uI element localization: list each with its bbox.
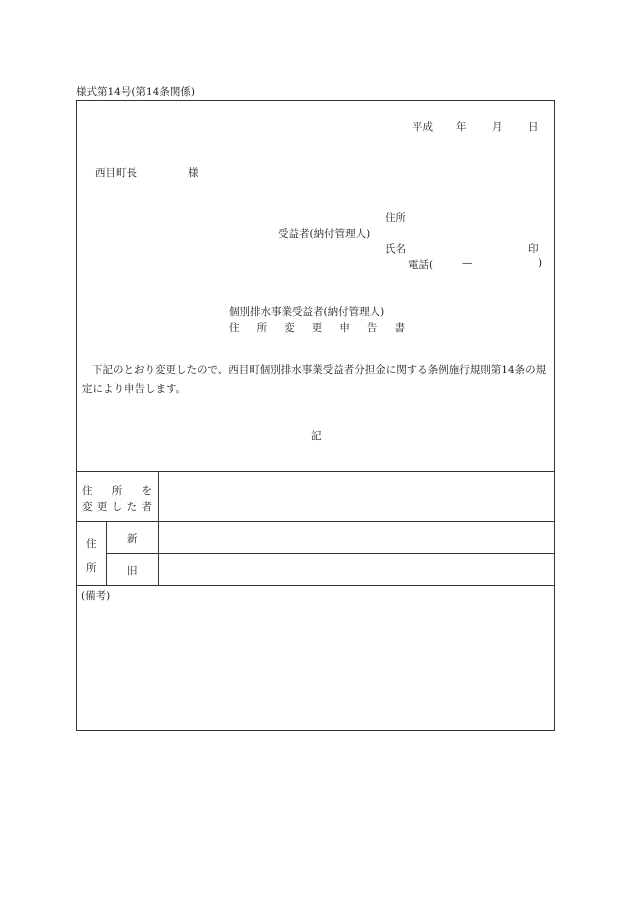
addressee-honorific: 様 (188, 167, 199, 179)
title-char: 告 (366, 322, 378, 334)
title-char: 住 (229, 322, 240, 334)
date-year: 年 (456, 121, 467, 133)
label-char: を (141, 485, 152, 497)
document-title-line2 (229, 320, 405, 335)
title-char: 変 (284, 322, 295, 334)
applicant-name-label: 氏名 (385, 243, 406, 255)
label-char: た (126, 501, 138, 513)
table-rule (106, 553, 555, 554)
date-day: 日 (528, 121, 539, 133)
date-month: 月 (492, 121, 503, 133)
title-char: 書 (394, 322, 405, 334)
changer-label-line2 (82, 499, 152, 514)
applicant-phone-label: 電話( (408, 259, 434, 271)
changer-label-line1 (82, 483, 152, 498)
form-number-label: 様式第14号(第14条関係) (76, 86, 195, 98)
new-address-label: 新 (127, 533, 138, 545)
label-char: 変 (82, 501, 93, 513)
applicant-role-label: 受益者(納付管理人) (278, 228, 371, 240)
table-rule (76, 521, 555, 522)
address-label-char: 所 (86, 562, 97, 574)
table-column-rule (158, 471, 159, 585)
label-char: 者 (141, 501, 152, 513)
date-era: 平成 (412, 121, 433, 133)
applicant-address-label: 住所 (385, 212, 406, 224)
label-char: 所 (111, 485, 123, 497)
seal-mark: 印 (528, 243, 539, 255)
declaration-body: 下記のとおり変更したので、西目町個別排水事業受益者分担金に関する条例施行規則第14条の規定により申告します。 (82, 364, 547, 395)
table-bottom-rule (76, 585, 555, 586)
addressee-name: 西目町長 (95, 167, 137, 179)
phone-close: ) (538, 257, 543, 269)
label-char: し (111, 501, 123, 513)
document-title-line1: 個別排水事業受益者(納付管理人) (229, 306, 385, 318)
table-column-rule (106, 521, 107, 585)
address-label-char: 住 (86, 538, 97, 550)
phone-dash: — (462, 257, 473, 269)
title-char: 所 (256, 322, 268, 334)
ki-mark: 記 (311, 430, 322, 442)
form-frame (76, 100, 555, 731)
title-char: 申 (339, 322, 350, 334)
remarks-label: (備考) (81, 590, 111, 602)
old-address-label: 旧 (127, 565, 138, 577)
title-char: 更 (311, 322, 323, 334)
label-char: 住 (82, 485, 93, 497)
label-char: 更 (96, 501, 108, 513)
table-top-rule (76, 471, 555, 472)
